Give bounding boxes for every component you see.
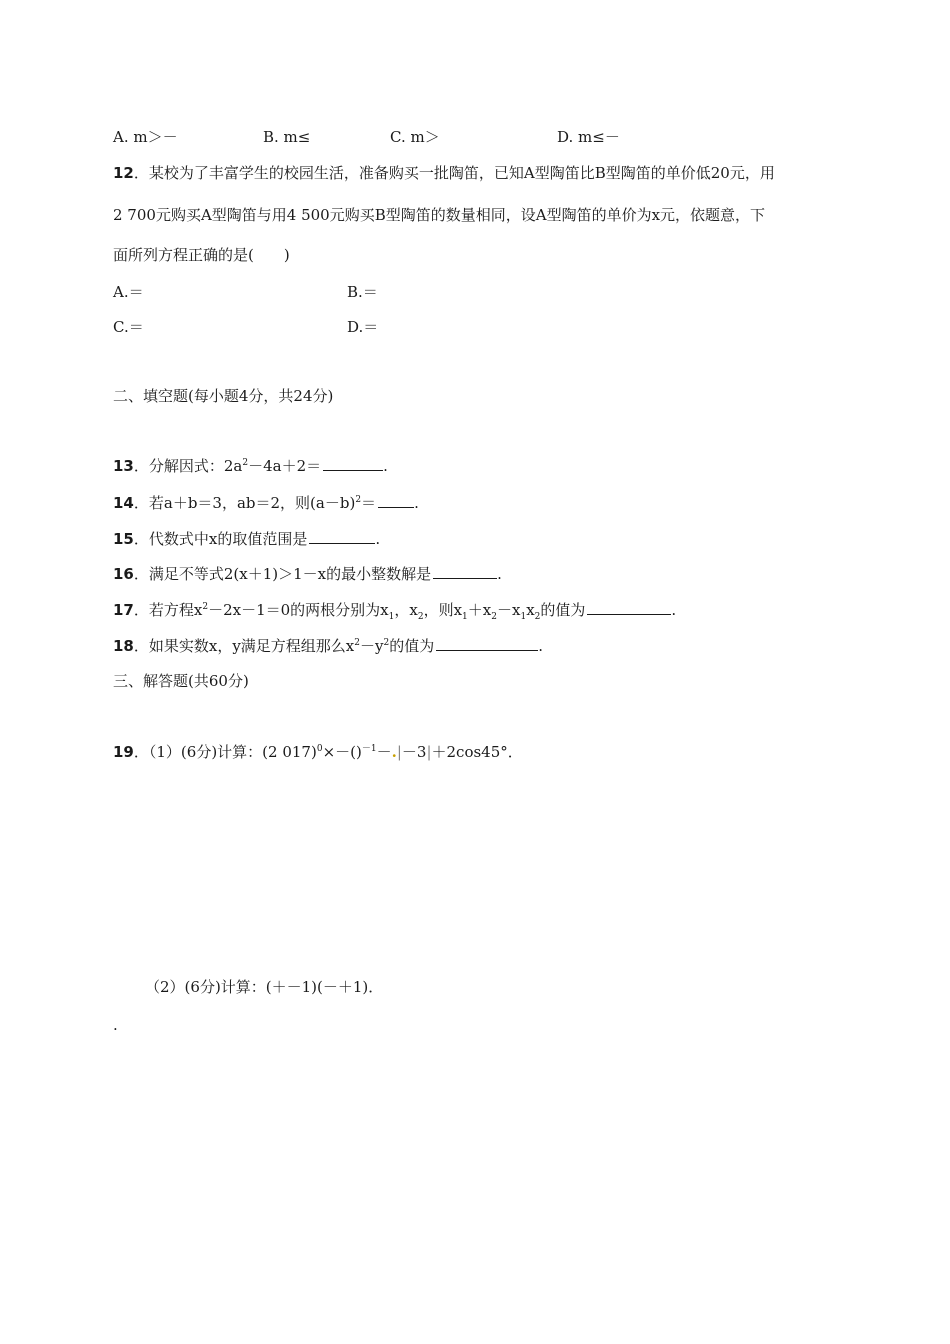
q17-t5: ＋x bbox=[467, 601, 492, 619]
q11-option-c: C. m＞ bbox=[390, 128, 440, 146]
q19-p1-bar2: | bbox=[426, 743, 432, 761]
q19-p1-a: ．（1）(6分)计算：(2 017) bbox=[133, 743, 317, 761]
q19-p1-d: －3 bbox=[401, 743, 427, 761]
q13-answer-blank bbox=[323, 456, 383, 471]
q14 bbox=[113, 493, 419, 513]
q13-end: . bbox=[383, 457, 388, 475]
q14-end: . bbox=[414, 494, 419, 512]
q14-sup: 2 bbox=[355, 495, 362, 505]
q12-text-1: ．某校为了丰富学生的校园生活，准备购买一批陶笛，已知A型陶笛比B型陶笛的单价低20元，用 bbox=[133, 164, 775, 182]
q15-number: 15 bbox=[113, 530, 134, 548]
q17-b4: 2 bbox=[491, 612, 497, 622]
q12-line-3: 面所列方程正确的是( ) bbox=[113, 246, 290, 264]
q17-b6: 2 bbox=[534, 612, 541, 622]
q13-number: 13 bbox=[113, 457, 134, 475]
q11-option-b: B. m≤ bbox=[263, 128, 311, 146]
q13-text-a: ．分解因式：2a bbox=[133, 457, 243, 475]
q17-b2: 2 bbox=[417, 612, 424, 622]
q12-option-b: B.＝ bbox=[347, 283, 378, 301]
q16-number: 16 bbox=[113, 565, 134, 583]
q18-t1: ．如果实数x，y满足方程组那么x bbox=[133, 637, 355, 655]
q12-line-1 bbox=[113, 163, 775, 183]
q15 bbox=[113, 529, 380, 549]
q19-p1-dot: . bbox=[391, 743, 397, 761]
q19-p1-c: － bbox=[376, 743, 392, 761]
q19-number: 19 bbox=[113, 743, 134, 761]
q19-p1-sup2: －1 bbox=[361, 744, 377, 754]
q19-p1-bar1: | bbox=[396, 743, 402, 761]
q17 bbox=[113, 600, 676, 620]
q17-answer-blank bbox=[587, 600, 671, 615]
q19-p1-e: ＋2cos45°． bbox=[431, 743, 523, 761]
q18-t3: 的值为 bbox=[389, 637, 435, 655]
q16-text: ．满足不等式2(x＋1)＞1－x的最小整数解是 bbox=[133, 565, 432, 583]
q17-t1: ．若方程x bbox=[133, 601, 203, 619]
q17-end: . bbox=[671, 601, 677, 619]
q17-t4: ，则x bbox=[423, 601, 463, 619]
q17-number: 17 bbox=[113, 601, 134, 619]
q12-option-d: D.＝ bbox=[347, 318, 379, 336]
q14-text-a: ．若a＋b＝3，ab＝2，则(a－b) bbox=[133, 494, 356, 512]
q18 bbox=[113, 636, 543, 656]
q14-text-b: ＝ bbox=[361, 494, 377, 512]
q15-text: ．代数式中x的取值范围是 bbox=[133, 530, 308, 548]
q17-b5: 1 bbox=[520, 612, 527, 622]
stray-dot: . bbox=[113, 1016, 118, 1034]
q11-option-d: D. m≤－ bbox=[557, 128, 620, 146]
q18-answer-blank bbox=[436, 636, 538, 651]
q13-text-b: －4a＋2＝ bbox=[248, 457, 322, 475]
q11-option-a: A. m＞－ bbox=[113, 128, 178, 146]
q12-option-a: A.＝ bbox=[113, 283, 144, 301]
q12-line-2: 2 700元购买A型陶笛与用4 500元购买B型陶笛的数量相同，设A型陶笛的单价为x元，依题意，下 bbox=[113, 206, 766, 224]
q18-number: 18 bbox=[113, 637, 134, 655]
q13-sup: 2 bbox=[242, 458, 249, 468]
q18-end: . bbox=[538, 637, 544, 655]
q19-p1-sup1: 0 bbox=[316, 744, 323, 754]
q18-s1: 2 bbox=[354, 638, 361, 648]
q17-t6: －x bbox=[496, 601, 521, 619]
q19-part-2: （2）(6分)计算：(＋－1)(－＋1)． bbox=[145, 978, 384, 996]
q14-number: 14 bbox=[113, 494, 134, 512]
q18-t2: －y bbox=[360, 637, 384, 655]
q15-end: . bbox=[375, 530, 381, 548]
q17-b3: 1 bbox=[462, 612, 468, 622]
q19-part-1 bbox=[113, 742, 523, 762]
q17-b1: 1 bbox=[388, 612, 395, 622]
q16 bbox=[113, 564, 502, 584]
q15-answer-blank bbox=[309, 529, 375, 544]
q16-end: . bbox=[497, 565, 502, 583]
q17-t2: －2x－1＝0的两根分别为x bbox=[208, 601, 389, 619]
section-3-title: 三、解答题(共60分) bbox=[113, 672, 249, 690]
q19-p1-b: ×－() bbox=[322, 743, 362, 761]
q12-number: 12 bbox=[113, 164, 134, 182]
q17-t7: x bbox=[526, 601, 535, 619]
section-2-title: 二、填空题(每小题4分，共24分) bbox=[113, 387, 334, 405]
q13 bbox=[113, 456, 388, 476]
q17-t3: ，x bbox=[394, 601, 418, 619]
q18-s2: 2 bbox=[383, 638, 390, 648]
q17-s1: 2 bbox=[202, 602, 209, 612]
q14-answer-blank bbox=[378, 493, 414, 508]
q17-t8: 的值为 bbox=[540, 601, 586, 619]
q16-answer-blank bbox=[433, 564, 497, 579]
q12-option-c: C.＝ bbox=[113, 318, 144, 336]
